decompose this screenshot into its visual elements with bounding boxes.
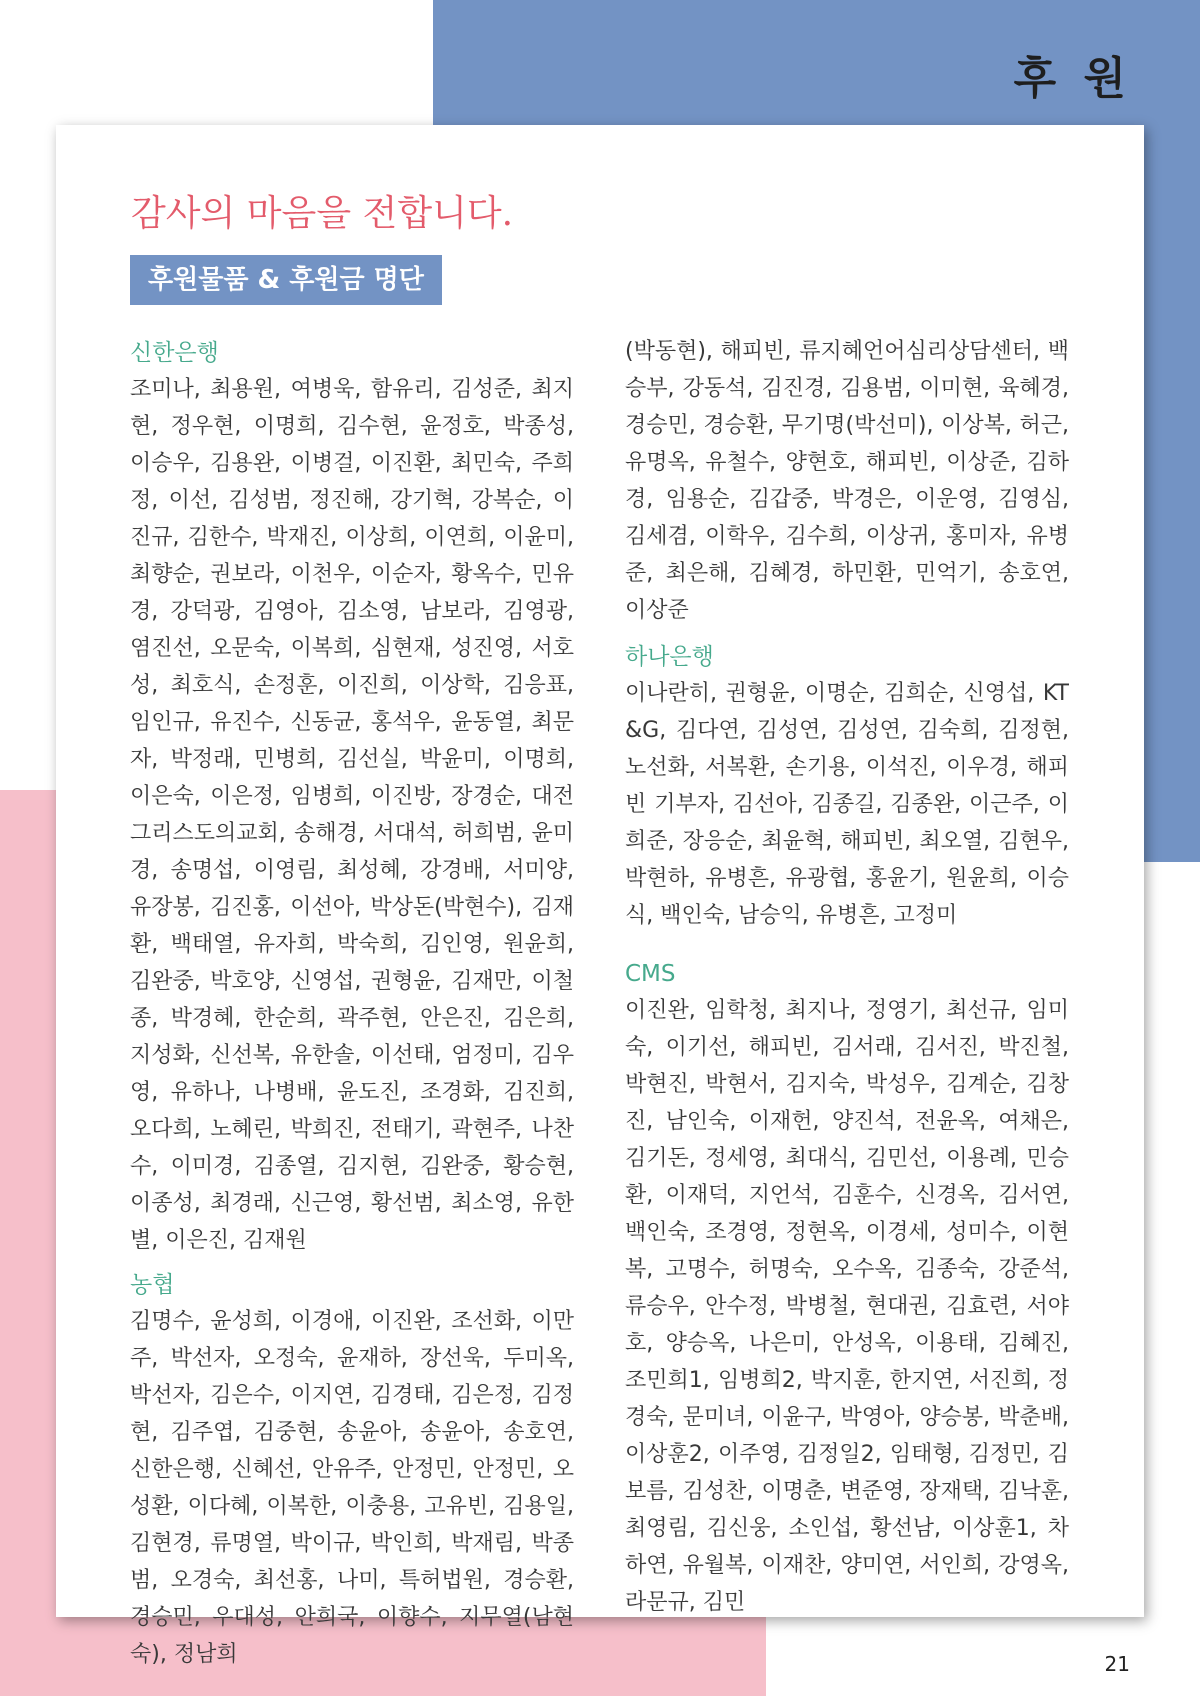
donor-group-shinhan (130, 335, 574, 1259)
group-title-cms: CMS (625, 961, 676, 987)
donor-names-nonghyup-part2: (박동현), 해피빈, 류지혜언어심리상담센터, 백승부, 강동석, 김진경, 김용범, 이미현, 육혜경, 경승민, 경승환, 무기명(박선미), 이상복, 허근, 유명옥, 유철수, 양현호, 해피빈, 이상준, 김하경, 임용순, 김갑중, 박경은, 이운영, 김영심, 김세겸, 이학우, 김수희, 이상귀, 홍미자, 유병준, 최은해, 김혜경, 하민환, 민억기, 송호연, 이상준 (625, 339, 1069, 623)
right-column (625, 333, 1069, 1621)
donor-group-hana (625, 639, 1069, 934)
donor-group-cms (625, 956, 1069, 1621)
group-title-nonghyup: 농협 (130, 1272, 175, 1298)
group-title-hana: 하나은행 (625, 644, 714, 670)
donor-names-hana: 이나란히, 권형윤, 이명순, 김희순, 신영섭, KT&G, 김다연, 김성연, 김성연, 김숙희, 김정현, 노선화, 서복환, 손기용, 이석진, 이우경, 해피빈 기부자, 김선아, 김종길, 김종완, 이근주, 이희준, 장응순, 최윤혁, 해피빈, 최오열, 김현우, 박현하, 유병흔, 유광협, 홍윤기, 원윤희, 이승식, 백인숙, 남승익, 유병흔, 고정미 (625, 681, 1069, 928)
donor-list-banner: 후원물품 & 후원금 명단 (130, 255, 442, 305)
donor-names-shinhan: 조미나, 최용원, 여병욱, 함유리, 김성준, 최지현, 정우현, 이명희, 김수현, 윤정호, 박종성, 이승우, 김용완, 이병걸, 이진환, 최민숙, 주희정, 이선, 김성범, 정진해, 강기혁, 강복순, 이진규, 김한수, 박재진, 이상희, 이연희, 이윤미, 최향순, 권보라, 이천우, 이순자, 황옥수, 민유경, 강덕광, 김영아, 김소영, 남보라, 김영광, 염진선, 오문숙, 이복희, 심현재, 성진영, 서호성, 최호식, 손정훈, 이진희, 이상학, 김응표, 임인규, 유진수, 신동균, 홍석우, 윤동열, 최문자, 박정래, 민병희, 김선실, 박윤미, 이명희, 이은숙, 이은정, 임병희, 이진방, 장경순, 대전그리스도의교회, 송해경, 서대석, 허희범, 윤미경, 송명섭, 이영림, 최성혜, 강경배, 서미양, 유장봉, 김진홍, 이선아, 박상돈(박현수), 김재환, 백태열, 유자희, 박숙희, 김인영, 원윤희, 김완중, 박호양, 신영섭, 권형윤, 김재만, 이철종, 박경혜, 한순희, 곽주현, 안은진, 김은희, 지성화, 신선복, 유한솔, 이선태, 엄정미, 김우영, 유하나, 나병배, 윤도진, 조경화, 김진희, 오다희, 노혜린, 박희진, 전태기, 곽현주, 나찬수, 이미경, 김종열, 김지현, 김완중, 황승현, 이종성, 최경래, 신근영, 황선범, 최소영, 유한별, 이은진, 김재원 (130, 377, 574, 1253)
donor-names-cms: 이진완, 임학청, 최지나, 정영기, 최선규, 임미숙, 이기선, 해피빈, 김서래, 김서진, 박진철, 박현진, 박현서, 김지숙, 박성우, 김계순, 김창진, 남인숙, 이재헌, 양진석, 전윤옥, 여채은, 김기돈, 정세영, 최대식, 김민선, 이용례, 민승환, 이재덕, 지언석, 김훈수, 신경옥, 김서연, 백인숙, 조경영, 정현옥, 이경세, 성미수, 이현복, 고명수, 허명숙, 오수옥, 김종숙, 강준석, 류승우, 안수정, 박병철, 현대권, 김효련, 서야호, 양승옥, 나은미, 안성옥, 이용태, 김혜진, 조민희1, 임병희2, 박지훈, 한지연, 서진희, 정경숙, 문미녀, 이윤구, 박영아, 양승봉, 박춘배, 이상훈2, 이주영, 김정일2, 임태형, 김정민, 김보름, 김성찬, 이명춘, 변준영, 장재택, 김낙훈, 최영림, 김신웅, 소인섭, 황선남, 이상훈1, 차하연, 유월복, 이재찬, 양미연, 서인희, 강영옥, 라문규, 김민 (625, 998, 1069, 1615)
group-title-shinhan: 신한은행 (130, 340, 219, 366)
page-number: 21 (1104, 1652, 1130, 1676)
section-tag: 후 원 (1013, 53, 1132, 104)
donor-names-nonghyup-part1: 김명수, 윤성희, 이경애, 이진완, 조선화, 이만주, 박선자, 오정숙, 윤재하, 장선욱, 두미옥, 박선자, 김은수, 이지연, 김경태, 김은정, 김정현, 김주엽, 김중현, 송윤아, 송윤아, 송호연, 신한은행, 신혜선, 안유주, 안정민, 안정민, 오성환, 이다혜, 이복한, 이충용, 고유빈, 김용일, 김현경, 류명열, 박이규, 박인희, 박재림, 박종범, 오경숙, 최선홍, 나미, 특허법원, 경승환, 경승민, 우대성, 안희국, 이향수, 지무열(남현숙), 정남희 (130, 1309, 574, 1667)
donor-group-nonghyup-continued (625, 333, 1069, 629)
left-column (130, 335, 574, 1673)
donor-group-nonghyup (130, 1267, 574, 1673)
page-title: 감사의 마음을 전합니다. (131, 193, 514, 234)
